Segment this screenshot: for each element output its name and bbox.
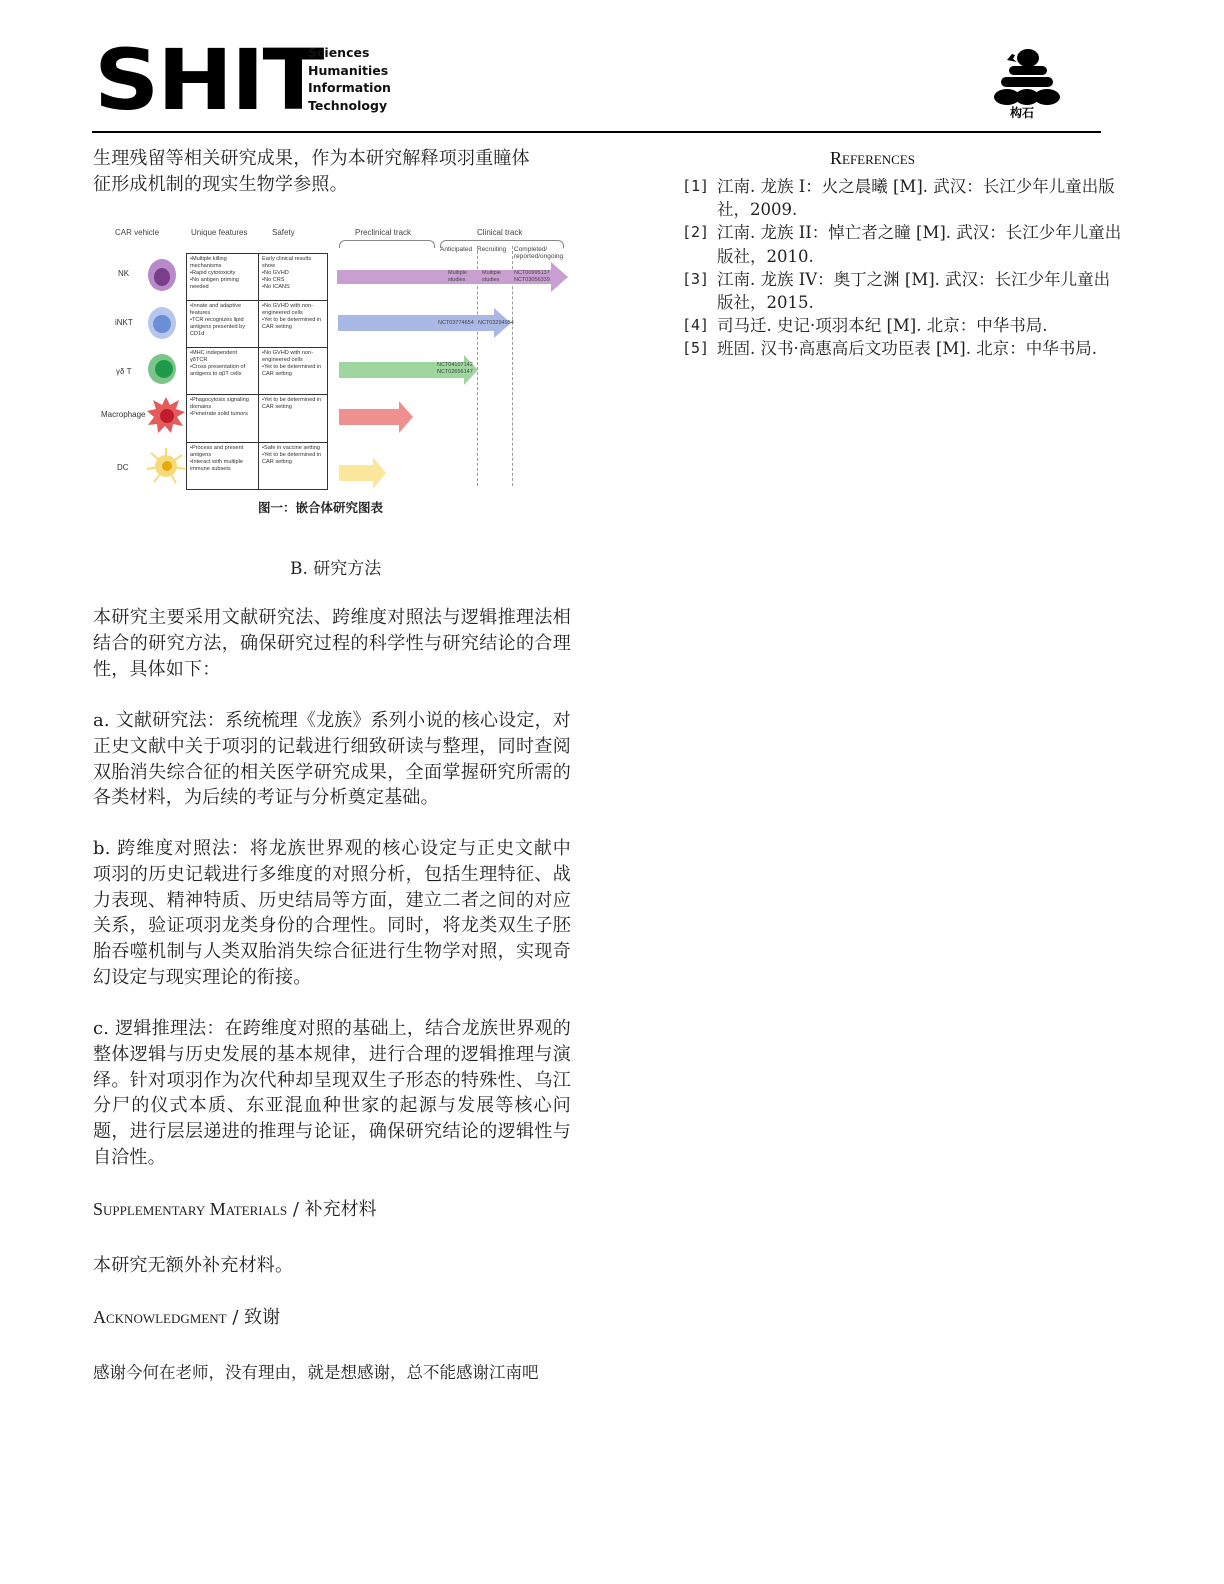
ref-number: [4] bbox=[682, 316, 710, 335]
ref-text: 江南. 龙族 IV：奥丁之渊 [M]. 武汉：长江少年儿童出版社，2015. bbox=[717, 269, 1111, 313]
nk-safety-cell: Early clinical results show •No GVHD •No CRS •No ICANS bbox=[258, 253, 328, 301]
heading-cn: / 补充材料 bbox=[287, 1199, 377, 1220]
journal-logo: SHIT bbox=[94, 31, 323, 129]
logo-sub-line: Sciences bbox=[308, 45, 370, 60]
ref-number: [1] bbox=[682, 177, 710, 195]
inkt-cell-icon bbox=[146, 306, 178, 340]
heading-en: Acknowledgment bbox=[93, 1307, 227, 1327]
logo-sub-line: Humanities bbox=[308, 62, 389, 78]
reference-list bbox=[682, 175, 1122, 361]
method-c-paragraph: c. 逻辑推理法：在跨维度对照的基础上，结合龙族世界观的整体逻辑与历史发展的基本规律，进行合理的逻辑推理与演绎。针对项羽作为次代种却呈现双生子形态的特殊性、乌江分尸的仪式本质、东亚混血种世家的起源与发展等核心问题，进行层层递进的推理与论证，确保研究结论的逻辑性与自洽性。 bbox=[93, 1018, 571, 1168]
row-label: DC bbox=[117, 463, 129, 472]
inkt-features-cell: •Innate and adaptive features •TCR recognizes lipid antigens presented by CD1d bbox=[186, 300, 259, 348]
reference-item bbox=[682, 314, 1122, 337]
method-b-paragraph: b. 跨维度对照法：将龙族世界观的核心设定与正史文献中项羽的历史记载进行多维度的对照分析，包括生理特征、战力表现、精神特质、历史结局等方面，建立二者之间的对应关系，验证项羽龙类身份的合理性。同时，将龙类双生子胚胎吞噬机制与人类双胎消失综合征进行生物学对照，实现奇幻设定与现实理论的衔接。 bbox=[93, 838, 571, 988]
ref-number: [5] bbox=[682, 339, 710, 358]
heading-en: Supplementary Materials bbox=[93, 1199, 288, 1219]
figure-subheader: Anticipated bbox=[440, 246, 473, 253]
supplementary-heading bbox=[93, 1195, 571, 1221]
dc-progress-arrow bbox=[339, 457, 387, 489]
ref-text: 司马迁. 史记·项羽本纪 [M]. 北京：中华书局. bbox=[717, 316, 1048, 336]
macrophage-safety-cell: •Yet to be determined in CAR setting bbox=[258, 394, 328, 443]
row-label: NK bbox=[118, 269, 130, 278]
acknowledgment-heading bbox=[93, 1303, 571, 1329]
dc-cell-icon bbox=[146, 447, 186, 485]
logo-sub-line: Information bbox=[308, 80, 391, 95]
arrow-label: NCT03294954 bbox=[478, 320, 514, 326]
ref-number: [2] bbox=[682, 223, 710, 242]
figure-subheader: Recruiting bbox=[477, 246, 507, 253]
dc-safety-cell: •Safe in vaccine setting •Yet to be determined in CAR setting bbox=[258, 442, 328, 490]
macrophage-progress-arrow bbox=[339, 401, 414, 433]
ref-text: 班固. 汉书·高惠高后文功臣表 [M]. 北京：中华书局. bbox=[717, 339, 1097, 359]
gdt-features-cell: •MHC independent γδTCR •Cross presentation of antigens to αβT cells bbox=[186, 347, 259, 395]
journal-logo-subtitle bbox=[308, 44, 391, 114]
reference-item bbox=[682, 268, 1122, 314]
car-vehicle-figure bbox=[96, 220, 576, 492]
figure-subheader: Completed/ bbox=[514, 246, 548, 253]
macrophage-features-cell: •Phagocytosis signaling domains •Penetrate solid tumors bbox=[186, 394, 259, 443]
figure-caption: 图一：嵌合体研究图表 bbox=[258, 500, 384, 515]
ref-number: [3] bbox=[682, 269, 710, 288]
header-divider bbox=[92, 131, 1101, 133]
stone-pile-emblem-icon bbox=[990, 46, 1062, 106]
nk-cell-icon bbox=[146, 258, 178, 292]
dc-features-cell: •Process and present antigens •Interact with multiple immune subsets bbox=[186, 442, 259, 490]
macrophage-cell-icon bbox=[146, 396, 186, 434]
row-label: iNKT bbox=[115, 318, 133, 327]
method-intro-paragraph: 本研究主要采用文献研究法、跨维度对照法与逻辑推理法相结合的研究方法，确保研究过程的科学性与研究结论的合理性，具体如下： bbox=[93, 607, 571, 680]
figure-header: Safety bbox=[272, 228, 295, 237]
logo-sub-line: Technology bbox=[308, 97, 388, 113]
arrow-label: Multiple studies bbox=[482, 270, 501, 283]
intro-paragraph bbox=[93, 146, 571, 198]
figure-subheader: reported/ongoing bbox=[514, 253, 564, 260]
arrow-label: NCT04107142 NCT02656147 bbox=[437, 362, 473, 375]
ref-text: 江南. 龙族 II：悼亡者之瞳 [M]. 武汉：长江少年儿童出版社，2010. bbox=[717, 223, 1122, 266]
reference-item bbox=[682, 175, 1122, 221]
row-label: γδ T bbox=[116, 367, 132, 376]
arrow-label: NCT03774654 bbox=[438, 320, 474, 326]
arrow-label: NCT00995137 NCT03056339 bbox=[514, 270, 550, 283]
figure-header: Preclinical track bbox=[355, 228, 412, 237]
gamma-delta-t-cell-icon bbox=[146, 353, 178, 385]
figure-header: Clinical track bbox=[477, 228, 523, 237]
preclinical-brace bbox=[339, 240, 435, 248]
nk-features-cell: •Multiple killing mechanisms •Rapid cytotoxicity •No antigen priming needed bbox=[186, 253, 259, 301]
section-b-heading: B. 研究方法 bbox=[290, 559, 382, 579]
figure-header: CAR vehicle bbox=[115, 228, 160, 237]
heading-cn: / 致谢 bbox=[226, 1307, 281, 1328]
inkt-safety-cell: •No GVHD with non-engineered cells •Yet to be determined in CAR setting bbox=[258, 300, 328, 348]
emblem-label: 构石 bbox=[1010, 106, 1035, 120]
references-heading: References bbox=[830, 148, 915, 168]
reference-item bbox=[682, 337, 1122, 360]
arrow-label: Multiple studies bbox=[448, 270, 467, 283]
ref-text: 江南. 龙族 I：火之晨曦 [M]. 武汉：长江少年儿童出版社，2009. bbox=[717, 177, 1115, 220]
supplementary-text: 本研究无额外补充材料。 bbox=[93, 1255, 294, 1276]
text-line: 征形成机制的现实生物学参照。 bbox=[93, 173, 348, 195]
gdt-safety-cell: •No GVHD with non-engineered cells •Yet to be determined in CAR setting bbox=[258, 347, 328, 395]
acknowledgment-text: 感谢今何在老师，没有理由，就是想感谢，总不能感谢江南吧 bbox=[93, 1363, 539, 1382]
row-label: Macrophage bbox=[101, 410, 146, 419]
text-line: 生理残留等相关研究成果，作为本研究解释项羽重瞳体 bbox=[93, 148, 530, 169]
reference-item bbox=[682, 221, 1122, 267]
method-a-paragraph: a. 文献研究法：系统梳理《龙族》系列小说的核心设定，对正史文献中关于项羽的记载进行细致研读与整理，同时查阅双胎消失综合征的相关医学研究成果，全面掌握研究所需的各类材料，为后续的考证与分析奠定基础。 bbox=[93, 710, 571, 809]
figure-header: Unique features bbox=[191, 228, 248, 237]
